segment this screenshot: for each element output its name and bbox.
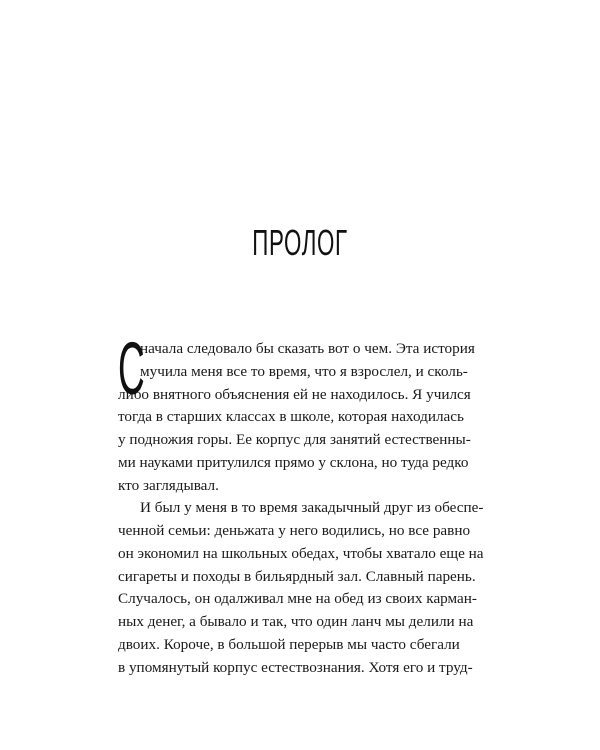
text-line: ных денег, а бывало и так, что один ланч мы делили на — [118, 613, 474, 630]
text-line: сигареты и походы в бильярдный зал. Славный парень. — [118, 567, 476, 585]
paragraph-2 — [118, 497, 484, 679]
text-line: кто заглядывал. — [118, 476, 219, 494]
text-line: мучила меня все то время, что я взрослел, и сколь- — [140, 362, 468, 380]
chapter-title: ПРОЛОГ — [252, 222, 348, 263]
text-line: либо внятного объяснения ей не находилось. Я учился — [118, 385, 471, 403]
text-line: он экономил на школьных обедах, чтобы хватало еще на — [118, 544, 484, 562]
body-text — [118, 327, 484, 679]
text-line: двоих. Короче, в большой перерыв мы часто сбегали — [118, 635, 460, 653]
paragraph-1 — [118, 338, 475, 497]
text-line: у подножия горы. Ее корпус для занятий естественны- — [118, 431, 471, 448]
text-line: начала следовало бы сказать вот о чем. Эта история — [140, 340, 475, 357]
text-line: ми науками притулился прямо у склона, но туда редко — [118, 453, 469, 471]
text-line: тогда в старших классах в школе, которая находилась — [118, 408, 464, 426]
text-line: в упомянутый корпус естествознания. Хотя его и труд- — [118, 658, 473, 676]
text-line: И был у меня в то время закадычный друг из обеспе- — [140, 499, 484, 517]
drop-cap: С — [118, 327, 145, 410]
text-line: Случалось, он одалживал мне на обед из своих карман- — [118, 590, 477, 608]
text-line: ченной семьи: деньжата у него водились, но все равно — [118, 522, 471, 539]
